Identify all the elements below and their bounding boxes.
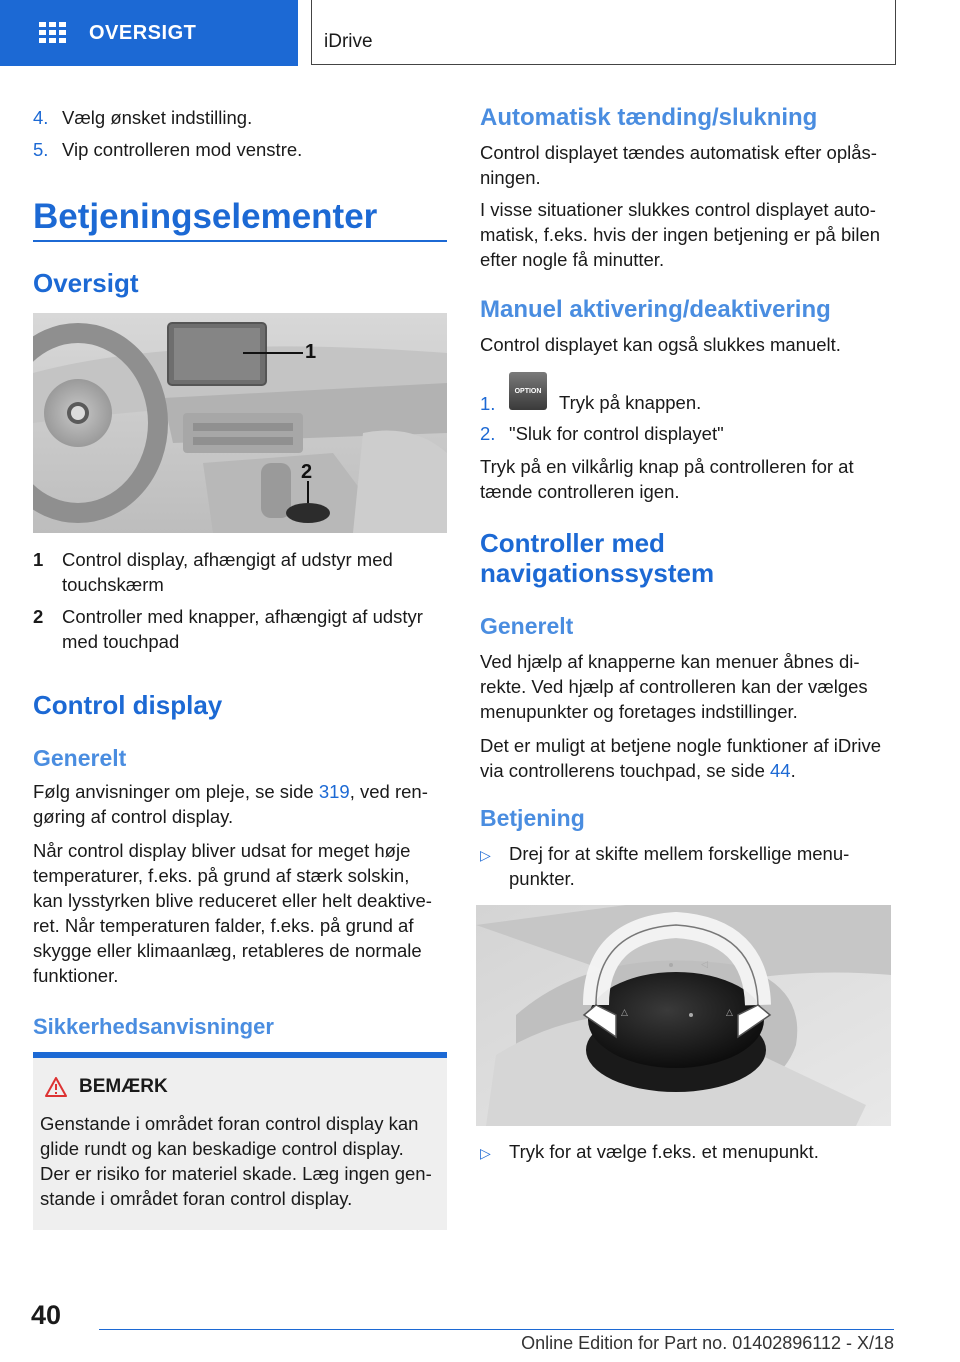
- manual-heading: Manuel aktivering/deaktivering: [480, 296, 831, 323]
- nav-heading-line: Controller med: [480, 528, 665, 558]
- text-line: temperaturer, f.eks. på grund af stærk solskin,: [33, 865, 410, 886]
- operation-bullet-2: [480, 1139, 819, 1166]
- care-text-line2: gøring af control display.: [33, 806, 234, 827]
- general-paragraph: [480, 649, 894, 724]
- grid-icon: [39, 22, 67, 44]
- svg-text:△: △: [726, 1008, 733, 1018]
- care-paragraph: [33, 779, 447, 829]
- text-line: ret. Når temperaturen falder, f.eks. på grund af: [33, 915, 414, 936]
- step-number: 5.: [33, 139, 49, 160]
- nav-heading: [480, 528, 714, 588]
- manual-line: Control displayet kan også slukkes manuelt.: [480, 334, 841, 355]
- manual-step-1: [480, 387, 702, 416]
- dashboard-illustration: [33, 313, 447, 533]
- text-period: .: [790, 760, 796, 781]
- care-text-post: , ved ren-: [349, 781, 428, 802]
- warning-label: BEMÆRK: [79, 1076, 168, 1097]
- text-line: matisk, f.eks. hvis der ingen betjening er på bilen: [480, 224, 881, 245]
- manual-step-2: [480, 421, 724, 446]
- text-line: efter nogle få minutter.: [480, 249, 665, 270]
- nav-heading-line: navigationssystem: [480, 558, 715, 588]
- footer-rule: [99, 1329, 894, 1330]
- svg-text:△: △: [621, 1008, 628, 1018]
- text-line: Genstande i området foran control display kan: [40, 1113, 419, 1134]
- text-line: rekte. Ved hjælp af controlleren kan der vælges: [480, 676, 868, 697]
- warning-triangle-icon: [45, 1077, 67, 1097]
- text-line: Der er risiko for materiel skade. Læg ingen gen-: [40, 1163, 432, 1184]
- triangle-bullet-icon: ▷: [480, 847, 491, 863]
- control-display-heading: Control display: [33, 690, 223, 720]
- legend-number: 2: [33, 606, 44, 627]
- text-line: Ved hjælp af knapperne kan menuer åbnes di-: [480, 651, 860, 672]
- text-line: kan lysstyrken blive reduceret eller helt deaktive-: [33, 890, 432, 911]
- controller-illustration: [476, 905, 891, 1126]
- svg-text:◁: ◁: [701, 960, 708, 970]
- auto-paragraph-2: [480, 197, 894, 272]
- overview-heading: Oversigt: [33, 268, 139, 298]
- step-text: Tryk på knappen.: [559, 392, 702, 413]
- legend-text-line: Control display, afhængigt af udstyr med: [62, 549, 393, 570]
- touchpad-paragraph: [480, 733, 900, 783]
- text-line: tænde controlleren igen.: [480, 481, 680, 502]
- overview-tab[interactable]: [0, 0, 298, 66]
- warning-box: [33, 1052, 447, 1230]
- text-line: funktioner.: [33, 965, 119, 986]
- text-line: via controllerens touchpad, se side: [480, 760, 771, 781]
- care-text: Følg anvisninger om pleje, se side: [33, 781, 319, 802]
- legend-text-line: med touchpad: [62, 631, 180, 652]
- step-number: 1.: [480, 393, 496, 414]
- text-line: I visse situationer slukkes control displayet auto-: [480, 199, 876, 220]
- legend-item-1: [33, 547, 393, 597]
- manual-after: [480, 454, 894, 504]
- text-line: Det er muligt at betjene nogle funktioner af iDrive: [480, 735, 882, 756]
- warning-bar: [33, 1052, 447, 1058]
- step-5: [33, 137, 302, 162]
- text-line: Når control display bliver udsat for meget høje: [33, 840, 411, 861]
- step-number: 2.: [480, 423, 496, 444]
- overview-tab-label: OVERSIGT: [89, 21, 197, 44]
- step-number: 4.: [33, 107, 49, 128]
- triangle-bullet-icon: ▷: [480, 1145, 491, 1161]
- page-link-319[interactable]: 319: [318, 781, 350, 802]
- page-number: 40: [31, 1300, 62, 1330]
- step-text: Vip controlleren mod venstre.: [62, 139, 303, 160]
- temperature-paragraph: [33, 838, 447, 988]
- text-line: Tryk for at vælge f.eks. et menupunkt.: [509, 1141, 819, 1162]
- text-line: stande i området foran control display.: [40, 1188, 353, 1209]
- legend-text-line: Controller med knapper, afhængigt af udstyr: [62, 606, 423, 627]
- auto-heading: Automatisk tænding/slukning: [480, 104, 818, 131]
- operation-bullet-1: [480, 841, 849, 891]
- legend-text-line: touchskærm: [62, 574, 164, 595]
- section-header: [311, 0, 896, 65]
- step-text: "Sluk for control displayet": [509, 423, 724, 444]
- option-button-label: OPTION: [514, 387, 542, 395]
- footer-edition: Online Edition for Part no. 01402896112 - X/18: [521, 1333, 894, 1353]
- page-title: Betjeningselementer: [33, 197, 378, 236]
- callout-2: 2: [301, 461, 313, 483]
- warning-text: [40, 1111, 445, 1211]
- page-link-44[interactable]: 44: [770, 760, 791, 781]
- operation-heading: Betjening: [480, 805, 585, 831]
- general-heading-left: Generelt: [33, 745, 127, 771]
- legend-item-2: [33, 604, 423, 654]
- text-line: menupunkter og foretages indstillinger.: [480, 701, 798, 722]
- step-text: Vælg ønsket indstilling.: [62, 107, 253, 128]
- text-line: punkter.: [509, 868, 575, 889]
- warning-header: [45, 1076, 168, 1098]
- general-heading-right: Generelt: [480, 613, 574, 639]
- text-line: Control displayet tændes automatisk efter oplås-: [480, 142, 877, 163]
- callout-1: 1: [305, 341, 317, 363]
- section-label: iDrive: [324, 31, 373, 52]
- text-line: glide rundt og kan beskadige control display.: [40, 1138, 404, 1159]
- option-button-icon[interactable]: [509, 372, 547, 410]
- title-rule: [33, 240, 447, 242]
- legend-number: 1: [33, 549, 44, 570]
- text-line: ningen.: [480, 167, 541, 188]
- text-line: Drej for at skifte mellem forskellige menu-: [509, 843, 850, 864]
- text-line: Tryk på en vilkårlig knap på controlleren for at: [480, 456, 854, 477]
- auto-paragraph: [480, 140, 894, 190]
- safety-heading: Sikkerhedsanvisninger: [33, 1014, 274, 1039]
- text-line: skygge eller klimaanlæg, retableres de normale: [33, 940, 422, 961]
- step-4: [33, 105, 252, 130]
